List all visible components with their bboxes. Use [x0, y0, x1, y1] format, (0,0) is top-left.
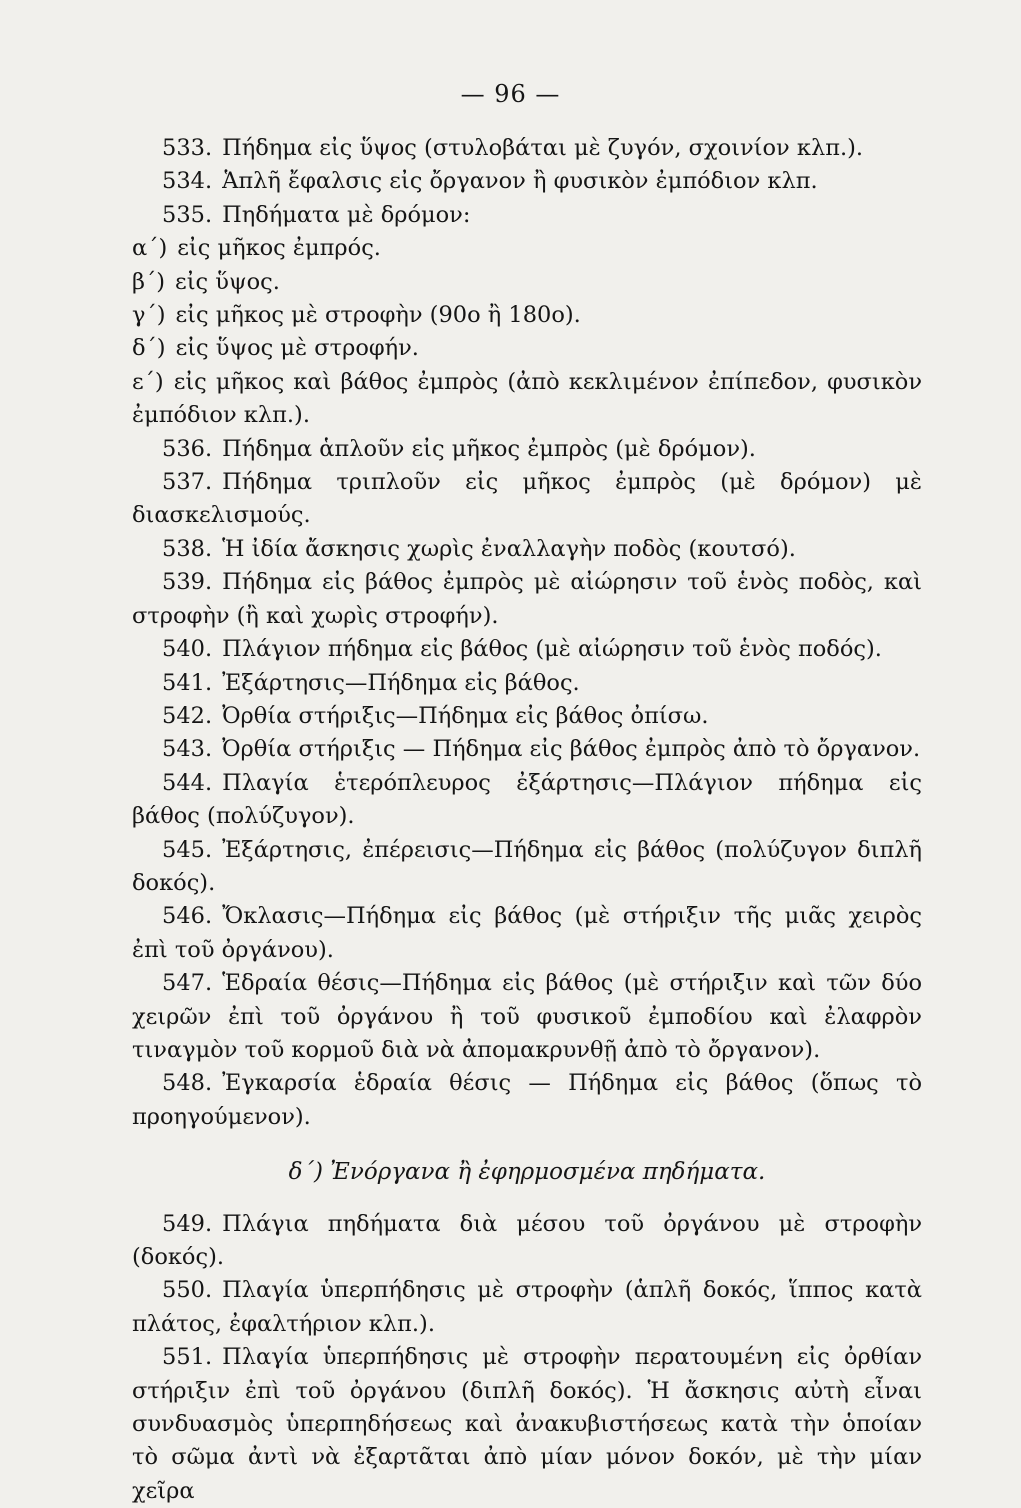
- entry-number: 546.: [162, 903, 213, 930]
- entry-number: α΄): [132, 235, 168, 262]
- entry-text: εἰς ὕψος.: [175, 268, 280, 295]
- entry-number: 539.: [162, 569, 213, 596]
- entry-number: 536.: [162, 435, 213, 462]
- entry-text: Ἁπλῆ ἔφαλσις εἰς ὄργανον ἢ φυσικὸν ἐμπόδιον κλπ.: [222, 168, 818, 195]
- entry-number: 545.: [162, 836, 213, 863]
- body-text: [132, 132, 922, 1508]
- entry-number: 534.: [162, 168, 213, 195]
- entry-text: εἰς μῆκος μὲ στροφὴν (90ο ἢ 180ο).: [175, 302, 581, 329]
- entry-text: Πλαγία ὑπερπήδησις μὲ στροφὴν (ἁπλῆ δοκός, ἵππος κατὰ πλάτος, ἐφαλτήριον κλπ.).: [132, 1277, 922, 1337]
- entry-number: 538.: [162, 535, 213, 562]
- numbered-entry: [132, 1208, 922, 1275]
- entry-text: Πήδημα ἁπλοῦν εἰς μῆκος ἐμπρὸς (μὲ δρόμον).: [222, 435, 756, 462]
- entry-number: 544.: [162, 769, 213, 796]
- entry-text: Πλαγία ὑπερπήδησις μὲ στροφὴν περατουμένη εἰς ὀρθίαν στήριξιν ἐπὶ τοῦ ὀργάνου (διπλῆ δοκός). Ἡ ἄσκησις αὐτὴ εἶναι συνδυασμὸς ὑπερπηδήσεως καὶ ἀνακυβιστήσεως κατὰ τὴν ὁποίαν τὸ σῶμα ἀντὶ νὰ ἐξαρτᾶται ἀπὸ μίαν μόνον δοκόν, μὲ τὴν μίαν χεῖρα: [132, 1344, 922, 1504]
- entry-number: β΄): [132, 268, 166, 295]
- exercise-list-bottom: [132, 1208, 922, 1508]
- numbered-entry: [132, 165, 922, 198]
- entry-text: Πηδήματα μὲ δρόμον:: [222, 201, 471, 228]
- entry-number: 548.: [162, 1070, 213, 1097]
- numbered-entry: [132, 633, 922, 666]
- page-number: — 96 —: [460, 80, 561, 108]
- entry-text: Ὀρθία στήριξις—Πήδημα εἰς βάθος ὀπίσω.: [222, 702, 709, 729]
- entry-text: Πλάγια πηδήματα διὰ μέσου τοῦ ὀργάνου μὲ στροφὴν (δοκός).: [132, 1210, 922, 1270]
- entry-text: Πλαγία ἑτερόπλευρος ἐξάρτησις—Πλάγιον πήδημα εἰς βάθος (πολύζυγον).: [132, 769, 922, 830]
- numbered-entry: [132, 967, 922, 1067]
- entry-text: Ἐγκαρσία ἑδραία θέσις — Πήδημα εἰς βάθος (ὅπως τὸ προηγούμενον).: [132, 1070, 922, 1130]
- entry-text: Ὀρθία στήριξις — Πήδημα εἰς βάθος ἐμπρὸς ἀπὸ τὸ ὄργανον.: [222, 736, 921, 763]
- entry-number: 537.: [162, 469, 213, 496]
- entry-text: Πήδημα εἰς βάθος ἐμπρὸς μὲ αἰώρησιν τοῦ ἑνὸς ποδὸς, καὶ στροφὴν (ἢ καὶ χωρὶς στροφήν).: [132, 569, 922, 629]
- numbered-entry: [132, 433, 922, 466]
- sub-entry: [132, 332, 922, 365]
- numbered-entry: [132, 667, 922, 700]
- entry-text: Ὄκλασις—Πήδημα εἰς βάθος (μὲ στήριξιν τῆς μιᾶς χειρὸς ἐπὶ τοῦ ὀργάνου).: [132, 903, 922, 963]
- entry-text: εἰς μῆκος καὶ βάθος ἐμπρὸς (ἀπὸ κεκλιμένον ἐπίπεδον, φυσικὸν ἐμπόδιον κλπ.).: [132, 368, 922, 429]
- numbered-entry: [132, 533, 922, 566]
- entry-number: γ΄): [132, 302, 166, 329]
- entry-number: 533.: [162, 135, 213, 161]
- entry-text: Πήδημα εἰς ὕψος (στυλοβάται μὲ ζυγόν, σχοινίον κλπ.).: [222, 135, 864, 161]
- numbered-entry: [132, 700, 922, 733]
- numbered-entry: [132, 199, 922, 232]
- entry-text: εἰς ὕψος μὲ στροφήν.: [175, 335, 419, 362]
- entry-number: 542.: [162, 702, 213, 729]
- entry-number: 551.: [162, 1344, 213, 1371]
- numbered-entry: [132, 834, 922, 901]
- numbered-entry: [132, 1274, 922, 1341]
- numbered-entry: [132, 466, 922, 533]
- sub-entry: [132, 366, 922, 433]
- entry-text: Πήδημα τριπλοῦν εἰς μῆκος ἐμπρὸς (μὲ δρόμον) μὲ διασκελισμούς.: [132, 469, 922, 529]
- entry-number: 535.: [162, 201, 213, 228]
- numbered-entry: [132, 900, 922, 967]
- entry-number: 550.: [162, 1277, 213, 1304]
- sub-entry: [132, 266, 922, 299]
- entry-number: ε΄): [132, 368, 164, 395]
- entry-text: Ἐξάρτησις—Πήδημα εἰς βάθος.: [222, 669, 580, 696]
- entry-text: Ἑδραία θέσις—Πήδημα εἰς βάθος (μὲ στήριξιν καὶ τῶν δύο χειρῶν ἐπὶ τοῦ ὀργάνου ἢ τοῦ φυσικοῦ ἐμποδίου καὶ ἐλαφρὸν τιναγμὸν τοῦ κορμοῦ διὰ νὰ ἀπομακρυνθῇ ἀπὸ τὸ ὄργανον).: [132, 970, 922, 1063]
- numbered-entry: [132, 566, 922, 633]
- entry-text: Ἡ ἰδία ἄσκησις χωρὶς ἐναλλαγὴν ποδὸς (κουτσό).: [222, 535, 796, 562]
- entry-number: 541.: [162, 669, 213, 696]
- numbered-entry: [132, 1067, 922, 1134]
- entry-number: 549.: [162, 1210, 213, 1237]
- sub-entry: [132, 299, 922, 332]
- entry-number: δ΄): [132, 335, 166, 362]
- numbered-entry: [132, 767, 922, 834]
- entry-text: εἰς μῆκος ἐμπρός.: [177, 235, 381, 262]
- entry-number: 540.: [162, 636, 213, 663]
- numbered-entry: [132, 132, 922, 165]
- numbered-entry: [132, 733, 922, 766]
- numbered-entry: [132, 1341, 922, 1508]
- entry-number: 547.: [162, 970, 213, 997]
- entry-text: Πλάγιον πήδημα εἰς βάθος (μὲ αἰώρησιν τοῦ ἑνὸς ποδός).: [222, 636, 882, 663]
- entry-text: Ἐξάρτησις, ἐπέρεισις—Πήδημα εἰς βάθος (πολύζυγον διπλῆ δοκός).: [132, 836, 922, 896]
- sub-entry: [132, 232, 922, 265]
- entry-number: 543.: [162, 736, 213, 763]
- exercise-list-top: [132, 132, 922, 1134]
- section-heading: δ΄) Ἐνόργανα ἢ ἐφηρμοσμένα πηδήματα.: [288, 1159, 766, 1186]
